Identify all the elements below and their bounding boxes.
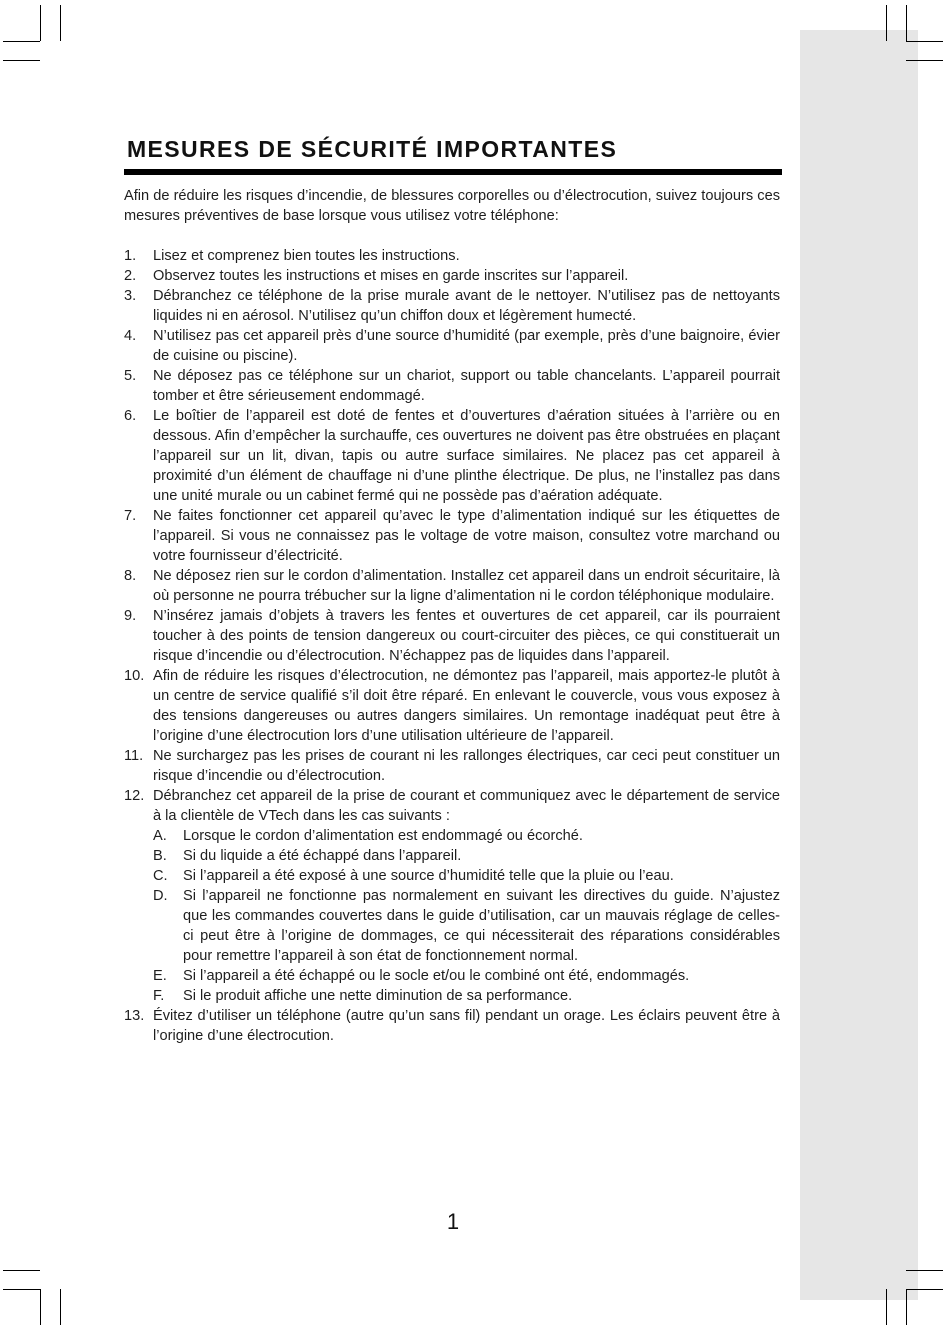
sub-item-text: Si l’appareil a été exposé à une source d’humidité telle que la pluie ou l’eau. — [183, 868, 674, 884]
sub-list-item — [153, 866, 780, 886]
crop-mark — [3, 1289, 40, 1290]
crop-mark — [906, 60, 943, 61]
list-item — [124, 666, 780, 746]
item-text: Débranchez ce téléphone de la prise murale avant de le nettoyer. N’utilisez pas de nettoyants liquides ni en aérosol. N’utilisez qu’un chiffon doux et légèrement humecté. — [153, 288, 780, 324]
sub-list-item — [153, 826, 780, 846]
crop-mark — [906, 1270, 943, 1271]
crop-mark — [40, 1289, 41, 1325]
item-number: 9. — [124, 608, 137, 624]
page-title: MESURES DE SÉCURITÉ IMPORTANTES — [127, 136, 618, 162]
item-number: 11. — [124, 748, 144, 764]
crop-mark — [906, 41, 943, 42]
crop-mark — [906, 1289, 943, 1290]
crop-mark — [60, 1289, 61, 1325]
list-item — [124, 566, 780, 606]
item-number: 4. — [124, 328, 137, 344]
crop-mark — [906, 5, 907, 41]
crop-mark — [3, 41, 40, 42]
crop-mark — [3, 1270, 40, 1271]
crop-mark — [906, 1289, 907, 1325]
crop-mark — [40, 5, 41, 41]
item-number: 12. — [124, 788, 145, 804]
sub-item-text: Si l’appareil ne fonctionne pas normalement en suivant les directives du guide. N’ajustez que les commandes couvertes dans le guide d’utilisation, car un mauvais réglage de celles-ci peut être à l’origine de dommages, ce qui nécessiterait des réparations considérables pour remettre l’appareil à son état de fonctionnement normal. — [183, 888, 780, 964]
list-item — [124, 246, 780, 266]
sub-list-item — [153, 966, 780, 986]
item-number: 6. — [124, 408, 137, 424]
list-item — [124, 406, 780, 506]
list-item — [124, 506, 780, 566]
item-number: 3. — [124, 288, 137, 304]
sub-list-item — [153, 986, 780, 1006]
crop-mark — [886, 1289, 887, 1325]
item-number: 8. — [124, 568, 137, 584]
item-text: Observez toutes les instructions et mises en garde inscrites sur l’appareil. — [153, 268, 629, 284]
list-item — [124, 786, 780, 1006]
crop-mark — [886, 5, 887, 41]
sub-item-letter: D. — [153, 888, 168, 904]
item-number: 1. — [124, 248, 137, 264]
item-number: 13. — [124, 1008, 145, 1024]
item-text: N’insérez jamais d’objets à travers les fentes et ouvertures de cet appareil, car ils pourraient toucher à des points de tension dangereux ou court-circuiter des pièces, ce qui constituerait un risque d’incendie ou d’électrocution. N’échappez pas de liquides dans l’appareil. — [153, 608, 780, 664]
list-item — [124, 746, 780, 786]
page-number: 1 — [446, 1209, 460, 1234]
item-text: Ne faites fonctionner cet appareil qu’avec le type d’alimentation indiqué sur les étiquettes de l’appareil. Si vous ne connaissez pas le voltage de votre maison, consultez votre marchand ou votre fournisseur d’électricité. — [153, 508, 780, 564]
item-text: N’utilisez pas cet appareil près d’une source d’humidité (par exemple, près d’une baignoire, évier de cuisine ou piscine). — [153, 328, 780, 364]
item-number: 5. — [124, 368, 137, 384]
title-underline — [124, 169, 782, 175]
item-text: Ne déposez rien sur le cordon d’alimentation. Installez cet appareil dans un endroit sécuritaire, là où personne ne pourra trébucher sur la ligne d’alimentation ni le cordon téléphonique modulaire. — [153, 568, 780, 604]
safety-content — [124, 186, 780, 1046]
item-text: Évitez d’utiliser un téléphone (autre qu’un sans fil) pendant un orage. Les éclairs peuvent être à l’origine d’une électrocution. — [153, 1008, 780, 1044]
sub-item-letter: A. — [153, 828, 167, 844]
list-item — [124, 606, 780, 666]
list-item — [124, 326, 780, 366]
intro-paragraph: Afin de réduire les risques d’incendie, de blessures corporelles ou d’électrocution, suivez toujours ces mesures préventives de base lorsque vous utilisez votre téléphone: — [124, 188, 780, 224]
sub-item-text: Si le produit affiche une nette diminution de sa performance. — [183, 988, 573, 1004]
crop-mark — [3, 60, 40, 61]
sub-list — [153, 826, 780, 1006]
list-item — [124, 1006, 780, 1046]
item-text: Lisez et comprenez bien toutes les instructions. — [153, 248, 460, 264]
sub-item-text: Lorsque le cordon d’alimentation est endommagé ou écorché. — [183, 828, 583, 844]
list-item — [124, 286, 780, 326]
item-text: Ne surchargez pas les prises de courant ni les rallonges électriques, car ceci peut constituer un risque d’incendie ou d’électrocution. — [153, 748, 780, 784]
sub-item-letter: B. — [153, 848, 167, 864]
safety-list — [124, 246, 780, 1046]
sub-item-letter: E. — [153, 968, 167, 984]
sub-item-letter: F. — [153, 988, 165, 1004]
list-item — [124, 266, 780, 286]
crop-mark — [60, 5, 61, 41]
list-item — [124, 366, 780, 406]
item-text: Afin de réduire les risques d’électrocution, ne démontez pas l’appareil, mais apportez-le plutôt à un centre de service qualifié s’il doit être réparé. En enlevant le couvercle, vous vous exposez à des tensions dangereuses ou autres dangers similaires. Un remontage inadéquat peut être à l’origine d’une électrocution lors d’une utilisation ultérieure de l’appareil. — [153, 668, 780, 744]
item-text: Débranchez cet appareil de la prise de courant et communiquez avec le département de service à la clientèle de VTech dans les cas suivants : — [153, 788, 780, 824]
item-text: Ne déposez pas ce téléphone sur un chariot, support ou table chancelants. L’appareil pourrait tomber et être sérieusement endommagé. — [153, 368, 780, 404]
sub-list-item — [153, 886, 780, 966]
sub-item-letter: C. — [153, 868, 168, 884]
item-number: 10. — [124, 668, 145, 684]
gray-margin-band — [800, 30, 918, 1300]
item-number: 7. — [124, 508, 137, 524]
item-text: Le boîtier de l’appareil est doté de fentes et d’ouvertures d’aération situées à l’arrière ou en dessous. Afin d’empêcher la surchauffe, ces ouvertures ne doivent pas être obstruées en plaçant l’appareil sur un lit, divan, tapis ou autre surface similaires. Ne placez pas cet appareil à proximité d’un élément de chauffage ni d’une plinthe électrique. De plus, ne l’installez pas dans une unité murale ou un cabinet fermé qui ne possède pas d’aération adéquate. — [153, 408, 780, 504]
sub-list-item — [153, 846, 780, 866]
item-number: 2. — [124, 268, 137, 284]
sub-item-text: Si du liquide a été échappé dans l’appareil. — [183, 848, 462, 864]
sub-item-text: Si l’appareil a été échappé ou le socle et/ou le combiné ont été, endommagés. — [183, 968, 690, 984]
